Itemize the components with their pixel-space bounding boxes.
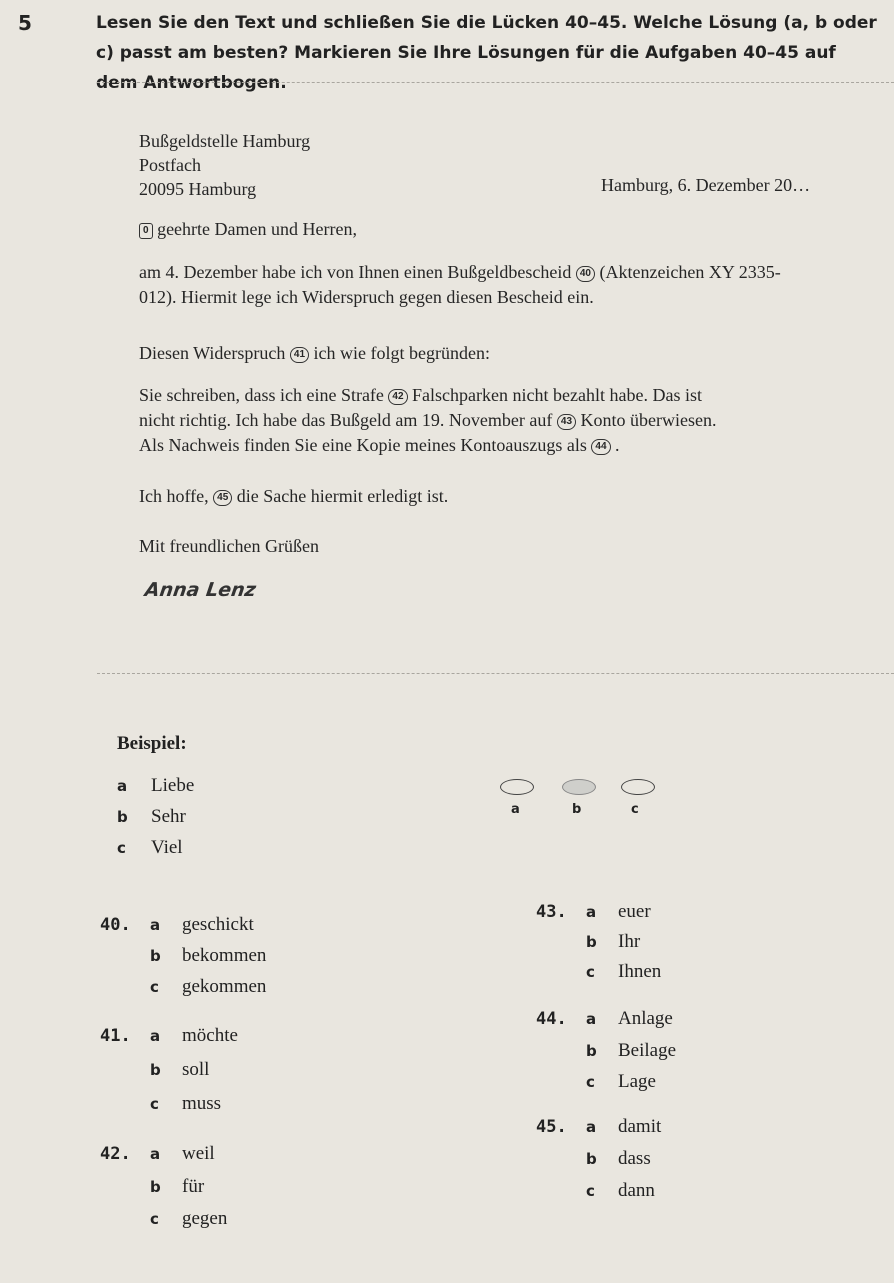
sender-address-line-3: 20095 Hamburg — [139, 179, 257, 199]
question-41-option-c — [100, 1093, 221, 1115]
bubble-label-c: c — [631, 802, 639, 817]
option-text: möchte — [182, 1025, 238, 1046]
task-number: 5 — [18, 11, 32, 35]
question-44-option-a — [536, 1008, 673, 1030]
letter-greeting — [139, 217, 357, 242]
gap-43-marker: 43 — [557, 414, 576, 430]
bubble-label-a: a — [511, 802, 520, 817]
question-45-option-c — [536, 1180, 655, 1202]
task-text: Lesen Sie den Text und schließen Sie die Lücken 40–45. Welche Lösung (a, b oder c) passt am besten? Markieren Sie Ihre Lösungen für die Aufgaben 40–45 auf dem Antwortbogen. — [96, 13, 877, 93]
question-41-option-a — [100, 1025, 238, 1047]
example-option-a — [117, 775, 194, 797]
option-text: gekommen — [182, 976, 267, 997]
bubble-label-b: b — [572, 802, 582, 817]
paragraph-1-line-2: 012). Hiermit lege ich Widerspruch gegen diesen Bescheid ein. — [139, 287, 594, 307]
letter-closing: Mit freundlichen Grüßen — [139, 536, 319, 556]
paragraph-3-line-3 — [139, 433, 620, 458]
question-40-option-a — [100, 914, 254, 936]
sender-address-line-1: Bußgeldstelle Hamburg — [139, 131, 311, 151]
option-letter: a — [150, 1027, 161, 1045]
option-text: dass — [618, 1148, 651, 1169]
question-44-option-c — [536, 1071, 656, 1093]
gap-0-marker: 0 — [139, 223, 153, 239]
example-option-c — [117, 837, 183, 859]
paragraph-3-line-2 — [139, 408, 716, 433]
option-text: gegen — [182, 1208, 228, 1229]
paragraph-1-line-1 — [139, 260, 781, 285]
p3-text-c: nicht richtig. Ich habe das Bußgeld am 19. November auf — [139, 410, 553, 430]
option-text: Liebe — [151, 775, 195, 796]
question-45-option-b — [536, 1148, 651, 1170]
option-text: bekommen — [182, 945, 267, 966]
question-43-option-a — [536, 901, 651, 923]
gap-42-marker: 42 — [388, 389, 407, 405]
paragraph-3-line-1 — [139, 383, 702, 408]
option-text: geschickt — [182, 914, 254, 935]
p3-text-e: Als Nachweis finden Sie eine Kopie meines Kontoauszugs als — [139, 435, 587, 455]
option-letter: b — [586, 1042, 597, 1060]
option-letter: c — [150, 978, 159, 996]
paragraph-4 — [139, 484, 448, 509]
p3-text-b: Falschparken nicht bezahlt habe. Das ist — [407, 385, 702, 405]
question-41-option-b — [100, 1059, 209, 1081]
greeting-text: geehrte Damen und Herren, — [152, 219, 357, 239]
option-letter: a — [586, 1118, 597, 1136]
option-text: Viel — [151, 837, 183, 858]
p3-text-f: . — [610, 435, 620, 455]
option-letter: a — [150, 1145, 161, 1163]
question-40-option-c — [100, 976, 266, 998]
p1-text-a: am 4. Dezember habe ich von Ihnen einen Bußgeldbescheid — [139, 262, 572, 282]
option-letter: b — [586, 933, 597, 951]
example-option-b — [117, 806, 186, 828]
question-43-option-c — [536, 961, 661, 983]
option-text: Lage — [618, 1071, 656, 1092]
option-letter: b — [586, 1150, 597, 1168]
letter-box — [97, 82, 894, 674]
question-number: 41. — [100, 1026, 131, 1046]
answer-bubble-c[interactable] — [621, 779, 655, 795]
option-text: Beilage — [618, 1040, 677, 1061]
option-text: Ihnen — [618, 961, 662, 982]
option-text: weil — [182, 1143, 215, 1164]
letter-date: Hamburg, 6. Dezember 20… — [601, 175, 811, 195]
sender-address-line-2: Postfach — [139, 155, 201, 175]
option-letter: a — [150, 916, 161, 934]
gap-41-marker: 41 — [290, 347, 309, 363]
question-number: 45. — [536, 1117, 567, 1137]
question-42-option-c — [100, 1208, 227, 1230]
question-number: 43. — [536, 902, 567, 922]
handwritten-signature: Anna Lenz — [143, 579, 258, 601]
option-letter: c — [586, 963, 595, 981]
question-42-option-b — [100, 1176, 204, 1198]
option-letter: c — [586, 1182, 595, 1200]
option-text: muss — [182, 1093, 222, 1114]
question-42-option-a — [100, 1143, 215, 1165]
option-text: soll — [182, 1059, 210, 1080]
question-40-option-b — [100, 945, 266, 967]
option-text: für — [182, 1176, 205, 1197]
option-text: Anlage — [618, 1008, 673, 1029]
answer-bubble-a[interactable] — [500, 779, 534, 795]
question-43-option-b — [536, 931, 640, 953]
paragraph-2 — [139, 341, 490, 366]
question-number: 44. — [536, 1009, 567, 1029]
answer-bubble-b-filled[interactable] — [562, 779, 596, 795]
option-text: Ihr — [618, 931, 641, 952]
question-number: 40. — [100, 915, 131, 935]
option-letter: a — [586, 903, 597, 921]
example-title: Beispiel: — [117, 733, 187, 754]
p2-text-a: Diesen Widerspruch — [139, 343, 286, 363]
question-44-option-b — [536, 1040, 676, 1062]
option-letter: a — [586, 1010, 597, 1028]
option-letter: c — [117, 839, 126, 857]
option-text: Sehr — [151, 806, 186, 827]
p4-text-a: Ich hoffe, — [139, 486, 209, 506]
option-letter: c — [586, 1073, 595, 1091]
option-text: euer — [618, 901, 651, 922]
option-letter: a — [117, 777, 128, 795]
gap-40-marker: 40 — [576, 266, 595, 282]
question-45-option-a — [536, 1116, 661, 1138]
p2-text-b: ich wie folgt begründen: — [309, 343, 490, 363]
example-answer-bubbles — [500, 779, 660, 821]
p3-text-a: Sie schreiben, dass ich eine Strafe — [139, 385, 384, 405]
option-letter: b — [117, 808, 128, 826]
option-letter: c — [150, 1210, 159, 1228]
question-number: 42. — [100, 1144, 131, 1164]
p3-text-d: Konto überwiesen. — [576, 410, 717, 430]
option-text: damit — [618, 1116, 662, 1137]
option-letter: b — [150, 947, 161, 965]
option-text: dann — [618, 1180, 655, 1201]
option-letter: c — [150, 1095, 159, 1113]
p1-text-b: (Aktenzeichen XY 2335- — [594, 262, 781, 282]
option-letter: b — [150, 1061, 161, 1079]
p4-text-b: die Sache hiermit erledigt ist. — [232, 486, 449, 506]
option-letter: b — [150, 1178, 161, 1196]
gap-45-marker: 45 — [213, 490, 232, 506]
gap-44-marker: 44 — [591, 439, 610, 455]
